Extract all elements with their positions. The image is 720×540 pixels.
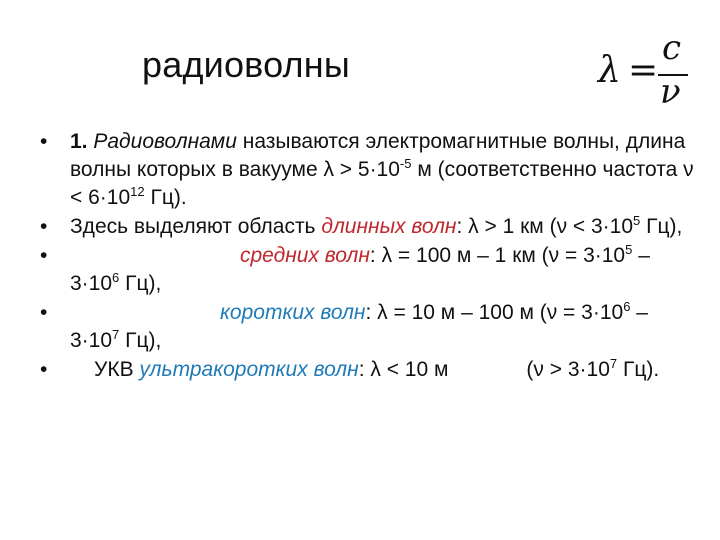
term-medium-waves: средних волн	[240, 244, 370, 267]
medium-text-a: : λ = 100 м – 1 км (ν = 3·10	[369, 244, 626, 267]
medium-text-b: – 3·10	[70, 244, 650, 295]
bullet-number: 1.	[70, 130, 88, 153]
short-exp-a: 6	[623, 299, 631, 314]
long-text-b: Гц),	[640, 215, 683, 238]
ukv-text-b: (ν > 3·10	[526, 358, 610, 381]
bullet-short-waves	[40, 299, 700, 355]
long-exp-a: 5	[633, 213, 641, 228]
short-text-b: – 3·10	[70, 301, 648, 352]
definition-text-c: Гц).	[144, 186, 187, 209]
bullet-list	[40, 128, 700, 385]
definition-text-b: м (соответственно частота ν < 6·10	[70, 158, 694, 209]
medium-exp-b: 6	[112, 270, 120, 285]
formula-equals: =	[628, 50, 659, 91]
formula-lambda: λ	[598, 50, 621, 91]
ukv-prefix: УКВ	[94, 358, 140, 381]
ukv-text-c: Гц).	[617, 358, 660, 381]
wavelength-formula	[598, 30, 694, 112]
bullet-ultrashort-waves	[40, 356, 700, 384]
term-radiowaves: Радиоволнами	[93, 130, 237, 153]
definition-exp-a: -5	[399, 156, 412, 171]
bullet-medium-waves	[40, 242, 700, 298]
term-short-waves: коротких волн	[220, 301, 366, 324]
definition-exp-b: 12	[130, 184, 145, 199]
medium-exp-a: 5	[625, 242, 633, 257]
short-text-a: : λ = 10 м – 100 м (ν = 3·10	[365, 301, 624, 324]
medium-text-c: Гц),	[119, 272, 162, 295]
long-text-a: : λ > 1 км (ν < 3·10	[456, 215, 634, 238]
formula-numerator: c	[662, 28, 682, 68]
ukv-exp-a: 7	[609, 356, 618, 371]
bullet-definition	[40, 128, 700, 212]
definition-text-a: называются электромагнитные волны, длина волны которых в вакууме λ > 5·10	[70, 130, 686, 181]
term-long-waves: длинных волн	[321, 215, 457, 238]
slide-title: радиоволны	[142, 44, 350, 85]
formula-denominator: ν	[660, 72, 681, 112]
bullet-long-waves	[40, 213, 700, 241]
short-text-c: Гц),	[119, 329, 162, 352]
ukv-text-a: : λ < 10 м	[358, 358, 449, 381]
term-ultrashort-waves: ультракоротких волн	[139, 358, 359, 381]
short-exp-b: 7	[112, 327, 120, 342]
long-prefix: Здесь выделяют область	[70, 215, 322, 238]
